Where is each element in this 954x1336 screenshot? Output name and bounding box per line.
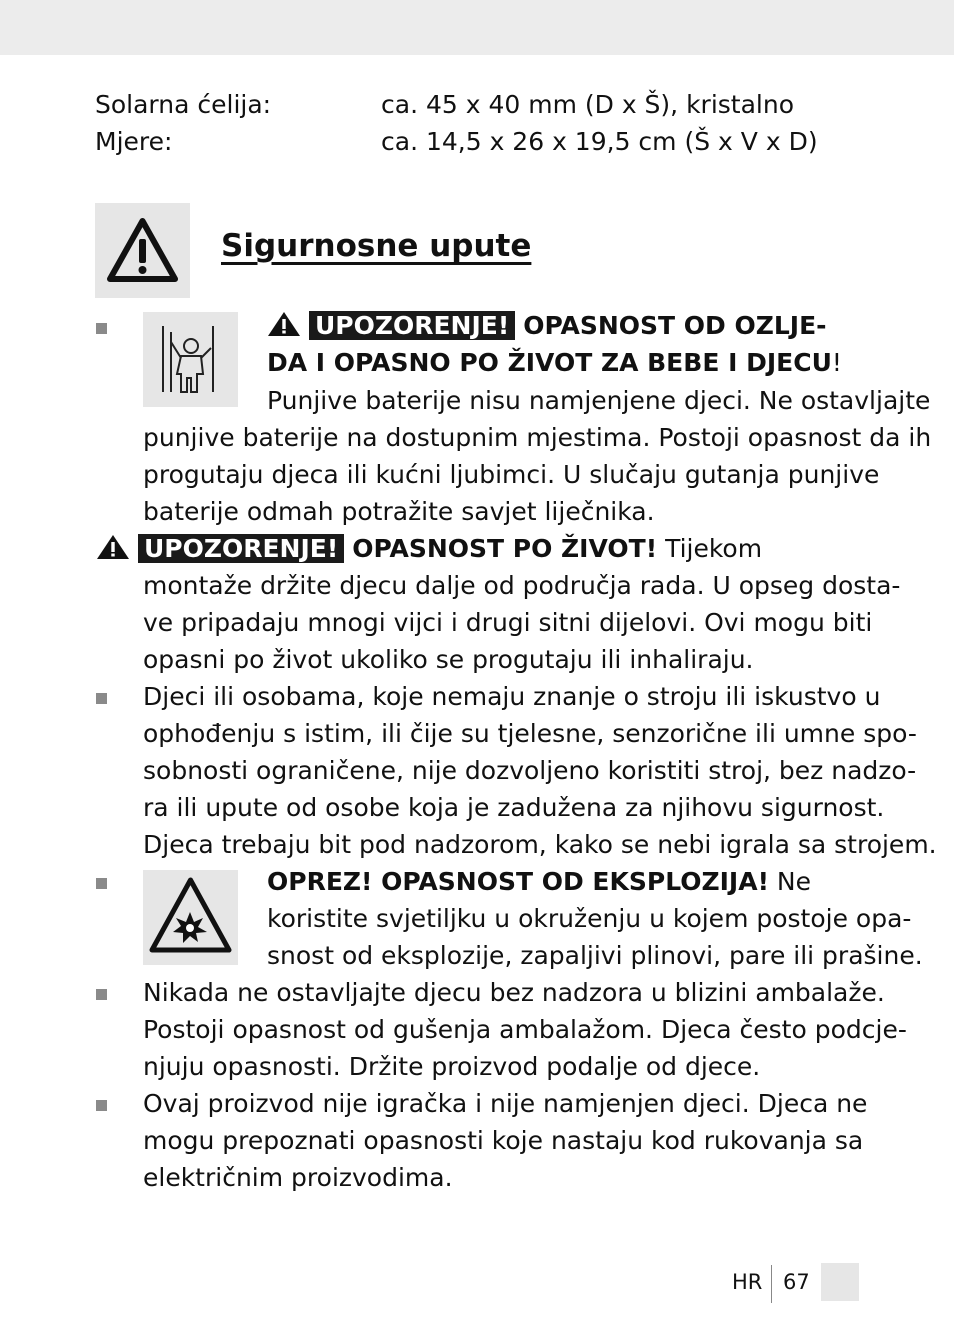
spec-value: ca. 45 x 40 mm (D x Š), kristalno	[381, 90, 795, 119]
bullet-icon	[96, 989, 107, 1000]
block5-text-line: Postoji opasnost od gušenja ambalažom. Djeca često podcje-	[143, 1015, 907, 1044]
block4-text-line: snost od eksplozije, zapaljivi plinovi, pare ili prašine.	[267, 941, 923, 970]
block4-heading	[267, 863, 811, 900]
block1-text-line: punjive baterije na dostupnim mjestima. Postoji opasnost da ih	[143, 423, 932, 452]
page-number: 67	[783, 1270, 810, 1294]
warning-label: UPOZORENJE!	[138, 534, 344, 563]
block1-heading-line2: DA I OPASNO PO ŽIVOT ZA BEBE I DJECU!	[267, 348, 842, 377]
heading-tail: Tijekom	[665, 534, 763, 563]
heading-text: OPREZ! OPASNOST OD EKSPLOZIJA!	[267, 867, 769, 896]
block6-text-line: mogu prepoznati opasnosti koje nastaju kod rukovanja sa	[143, 1126, 864, 1155]
heading-text: OPASNOST PO ŽIVOT!	[352, 534, 658, 563]
child-hazard-icon	[143, 312, 238, 407]
block4-text-line: koristite svjetiljku u okruženju u kojem postoje opa-	[267, 904, 912, 933]
block2-text-line: ve pripadaju mnogi vijci i drugi sitni dijelovi. Ovi mogu biti	[143, 608, 873, 637]
bullet-icon	[96, 693, 107, 704]
block3-text-line: ophođenju s istim, ili čije su tjelesne, senzorične ili umne spo-	[143, 719, 917, 748]
block1-text-line: baterije odmah potražite savjet liječnika.	[143, 497, 655, 526]
spec-label: Mjere:	[95, 127, 173, 156]
block3-text-line: Djeca trebaju bit pod nadzorom, kako se nebi igrala sa strojem.	[143, 830, 937, 859]
warning-triangle-icon	[95, 203, 190, 298]
explosion-hazard-icon	[143, 870, 238, 965]
warning-triangle-icon	[96, 533, 130, 570]
block2-text-line: montaže držite djecu dalje od područja rada. U opseg dosta-	[143, 571, 901, 600]
warning-label: UPOZORENJE!	[309, 311, 515, 340]
spec-row-dimensions	[95, 123, 818, 160]
block2-heading	[96, 530, 762, 570]
block6-text-line: Ovaj proizvod nije igračka i nije namjenjen djeci. Djeca ne	[143, 1089, 868, 1118]
block2-text-line: opasni po život ukoliko se progutaju ili inhaliraju.	[143, 645, 754, 674]
block3-text-line: ra ili upute od osobe koja je zadužena za njihovu sigurnost.	[143, 793, 885, 822]
block1-text-line: progutaju djeca ili kućni ljubimci. U slučaju gutanja punjive	[143, 460, 880, 489]
bullet-icon	[96, 878, 107, 889]
heading-text: OPASNOST OD OZLJE-	[523, 311, 827, 340]
footer-tab	[821, 1263, 859, 1301]
warning-triangle-icon	[267, 310, 301, 347]
block3-text-line: sobnosti ograničene, nije dozvoljeno koristiti stroj, bez nadzo-	[143, 756, 917, 785]
section-title: Sigurnosne upute	[221, 228, 532, 264]
block5-text-line: Nikada ne ostavljajte djecu bez nadzora u blizini ambalaže.	[143, 978, 885, 1007]
top-bar	[0, 0, 954, 55]
block3-text-line: Djeci ili osobama, koje nemaju znanje o stroju ili iskustvo u	[143, 682, 881, 711]
bullet-icon	[96, 1100, 107, 1111]
bullet-icon	[96, 323, 107, 334]
block1-text-line: Punjive baterije nisu namjenjene djeci. Ne ostavljajte	[267, 386, 931, 415]
heading-tail: Ne	[776, 867, 812, 896]
block5-text-line: njuju opasnosti. Držite proizvod podalje od djece.	[143, 1052, 761, 1081]
footer-divider	[771, 1265, 772, 1303]
spec-value: ca. 14,5 x 26 x 19,5 cm (Š x V x D)	[381, 127, 818, 156]
spec-label: Solarna ćelija:	[95, 90, 272, 119]
spec-row-solar	[95, 86, 795, 123]
footer-language: HR	[732, 1270, 763, 1294]
block6-text-line: električnim proizvodima.	[143, 1163, 453, 1192]
block1-heading	[267, 307, 827, 347]
